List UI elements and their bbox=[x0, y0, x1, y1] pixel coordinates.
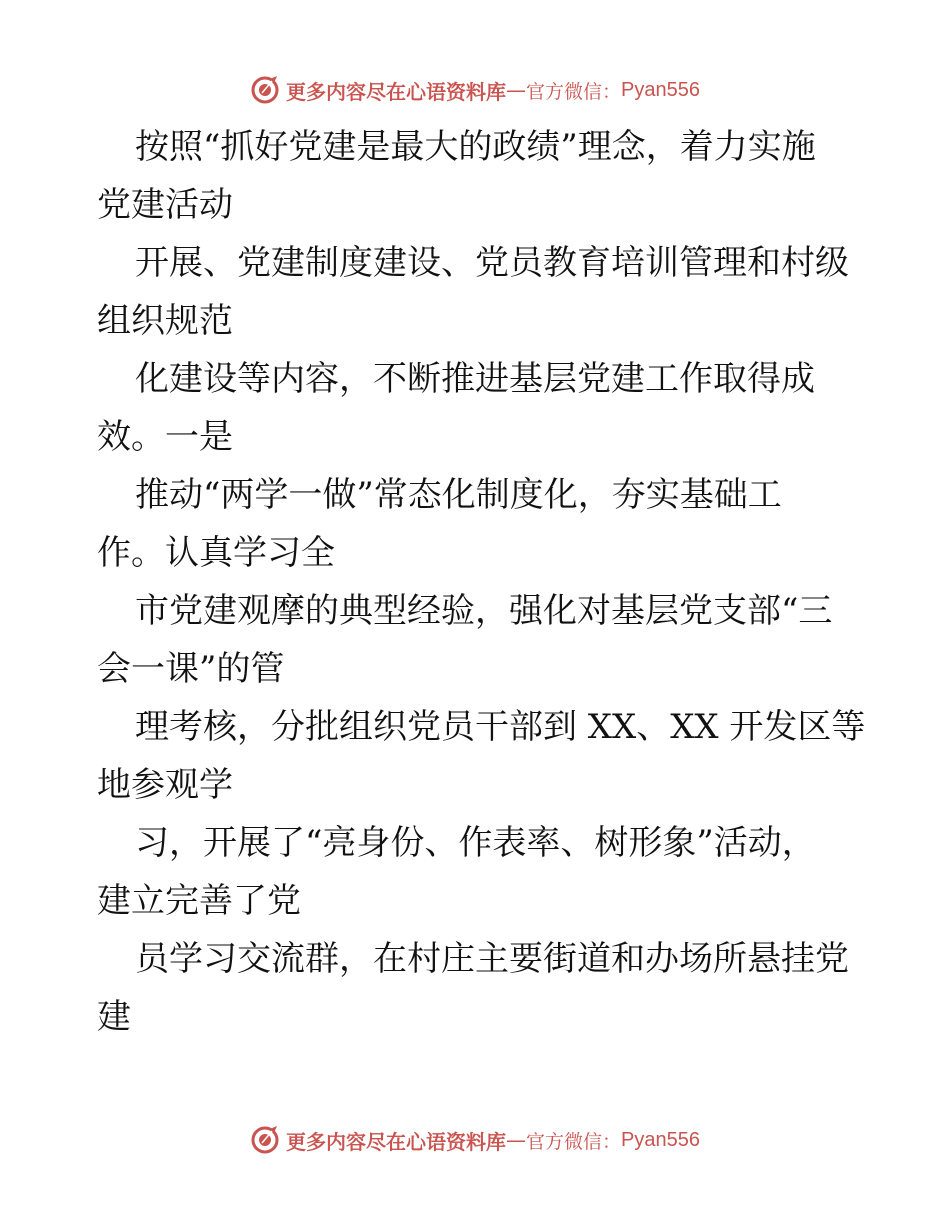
watermark-account-id: Pyan556 bbox=[621, 1128, 700, 1151]
text-line: 推动“两学一做”常态化制度化，夯实基础工 bbox=[135, 475, 782, 515]
quill-circle-logo-icon bbox=[250, 1125, 280, 1155]
text-line: 习，开展了“亮身份、作表率、树形象”活动， bbox=[135, 823, 816, 863]
watermark-site-name: 更多内容尽在心语资料库 bbox=[286, 1129, 506, 1154]
watermark-official-label: 官方微信： bbox=[526, 1130, 622, 1153]
text-line: 市党建观摩的典型经验，强化对基层党支部“三 bbox=[135, 591, 833, 631]
document-body bbox=[97, 118, 867, 1046]
watermark-account-id: Pyan556 bbox=[621, 78, 700, 101]
text-line: 作。认真学习全 bbox=[97, 533, 335, 573]
quill-circle-logo-icon bbox=[250, 75, 280, 105]
watermark-official-label: 官方微信： bbox=[526, 80, 622, 103]
text-line: 组织规范 bbox=[97, 301, 233, 341]
text-line: 员学习交流群，在村庄主要街道和办场所悬挂党 bbox=[135, 939, 849, 979]
header-watermark bbox=[0, 72, 950, 108]
text-line: 理考核，分批组织党员干部到 XX、XX 开发区等 bbox=[135, 707, 866, 747]
text-line: 建 bbox=[97, 997, 131, 1037]
text-line: 按照“抓好党建是最大的政绩”理念，着力实施 bbox=[135, 127, 816, 167]
text-line: 党建活动 bbox=[97, 185, 233, 225]
text-line: 化建设等内容，不断推进基层党建工作取得成 bbox=[135, 359, 815, 399]
watermark-dash: — bbox=[506, 78, 526, 102]
footer-watermark bbox=[0, 1122, 950, 1158]
text-line: 效。一是 bbox=[97, 417, 233, 457]
text-line: 地参观学 bbox=[97, 765, 233, 805]
text-line: 建立完善了党 bbox=[97, 881, 301, 921]
text-line: 会一课”的管 bbox=[97, 649, 285, 689]
watermark-dash: — bbox=[506, 1128, 526, 1152]
text-line: 开展、党建制度建设、党员教育培训管理和村级 bbox=[135, 243, 849, 283]
watermark-site-name: 更多内容尽在心语资料库 bbox=[286, 79, 506, 104]
